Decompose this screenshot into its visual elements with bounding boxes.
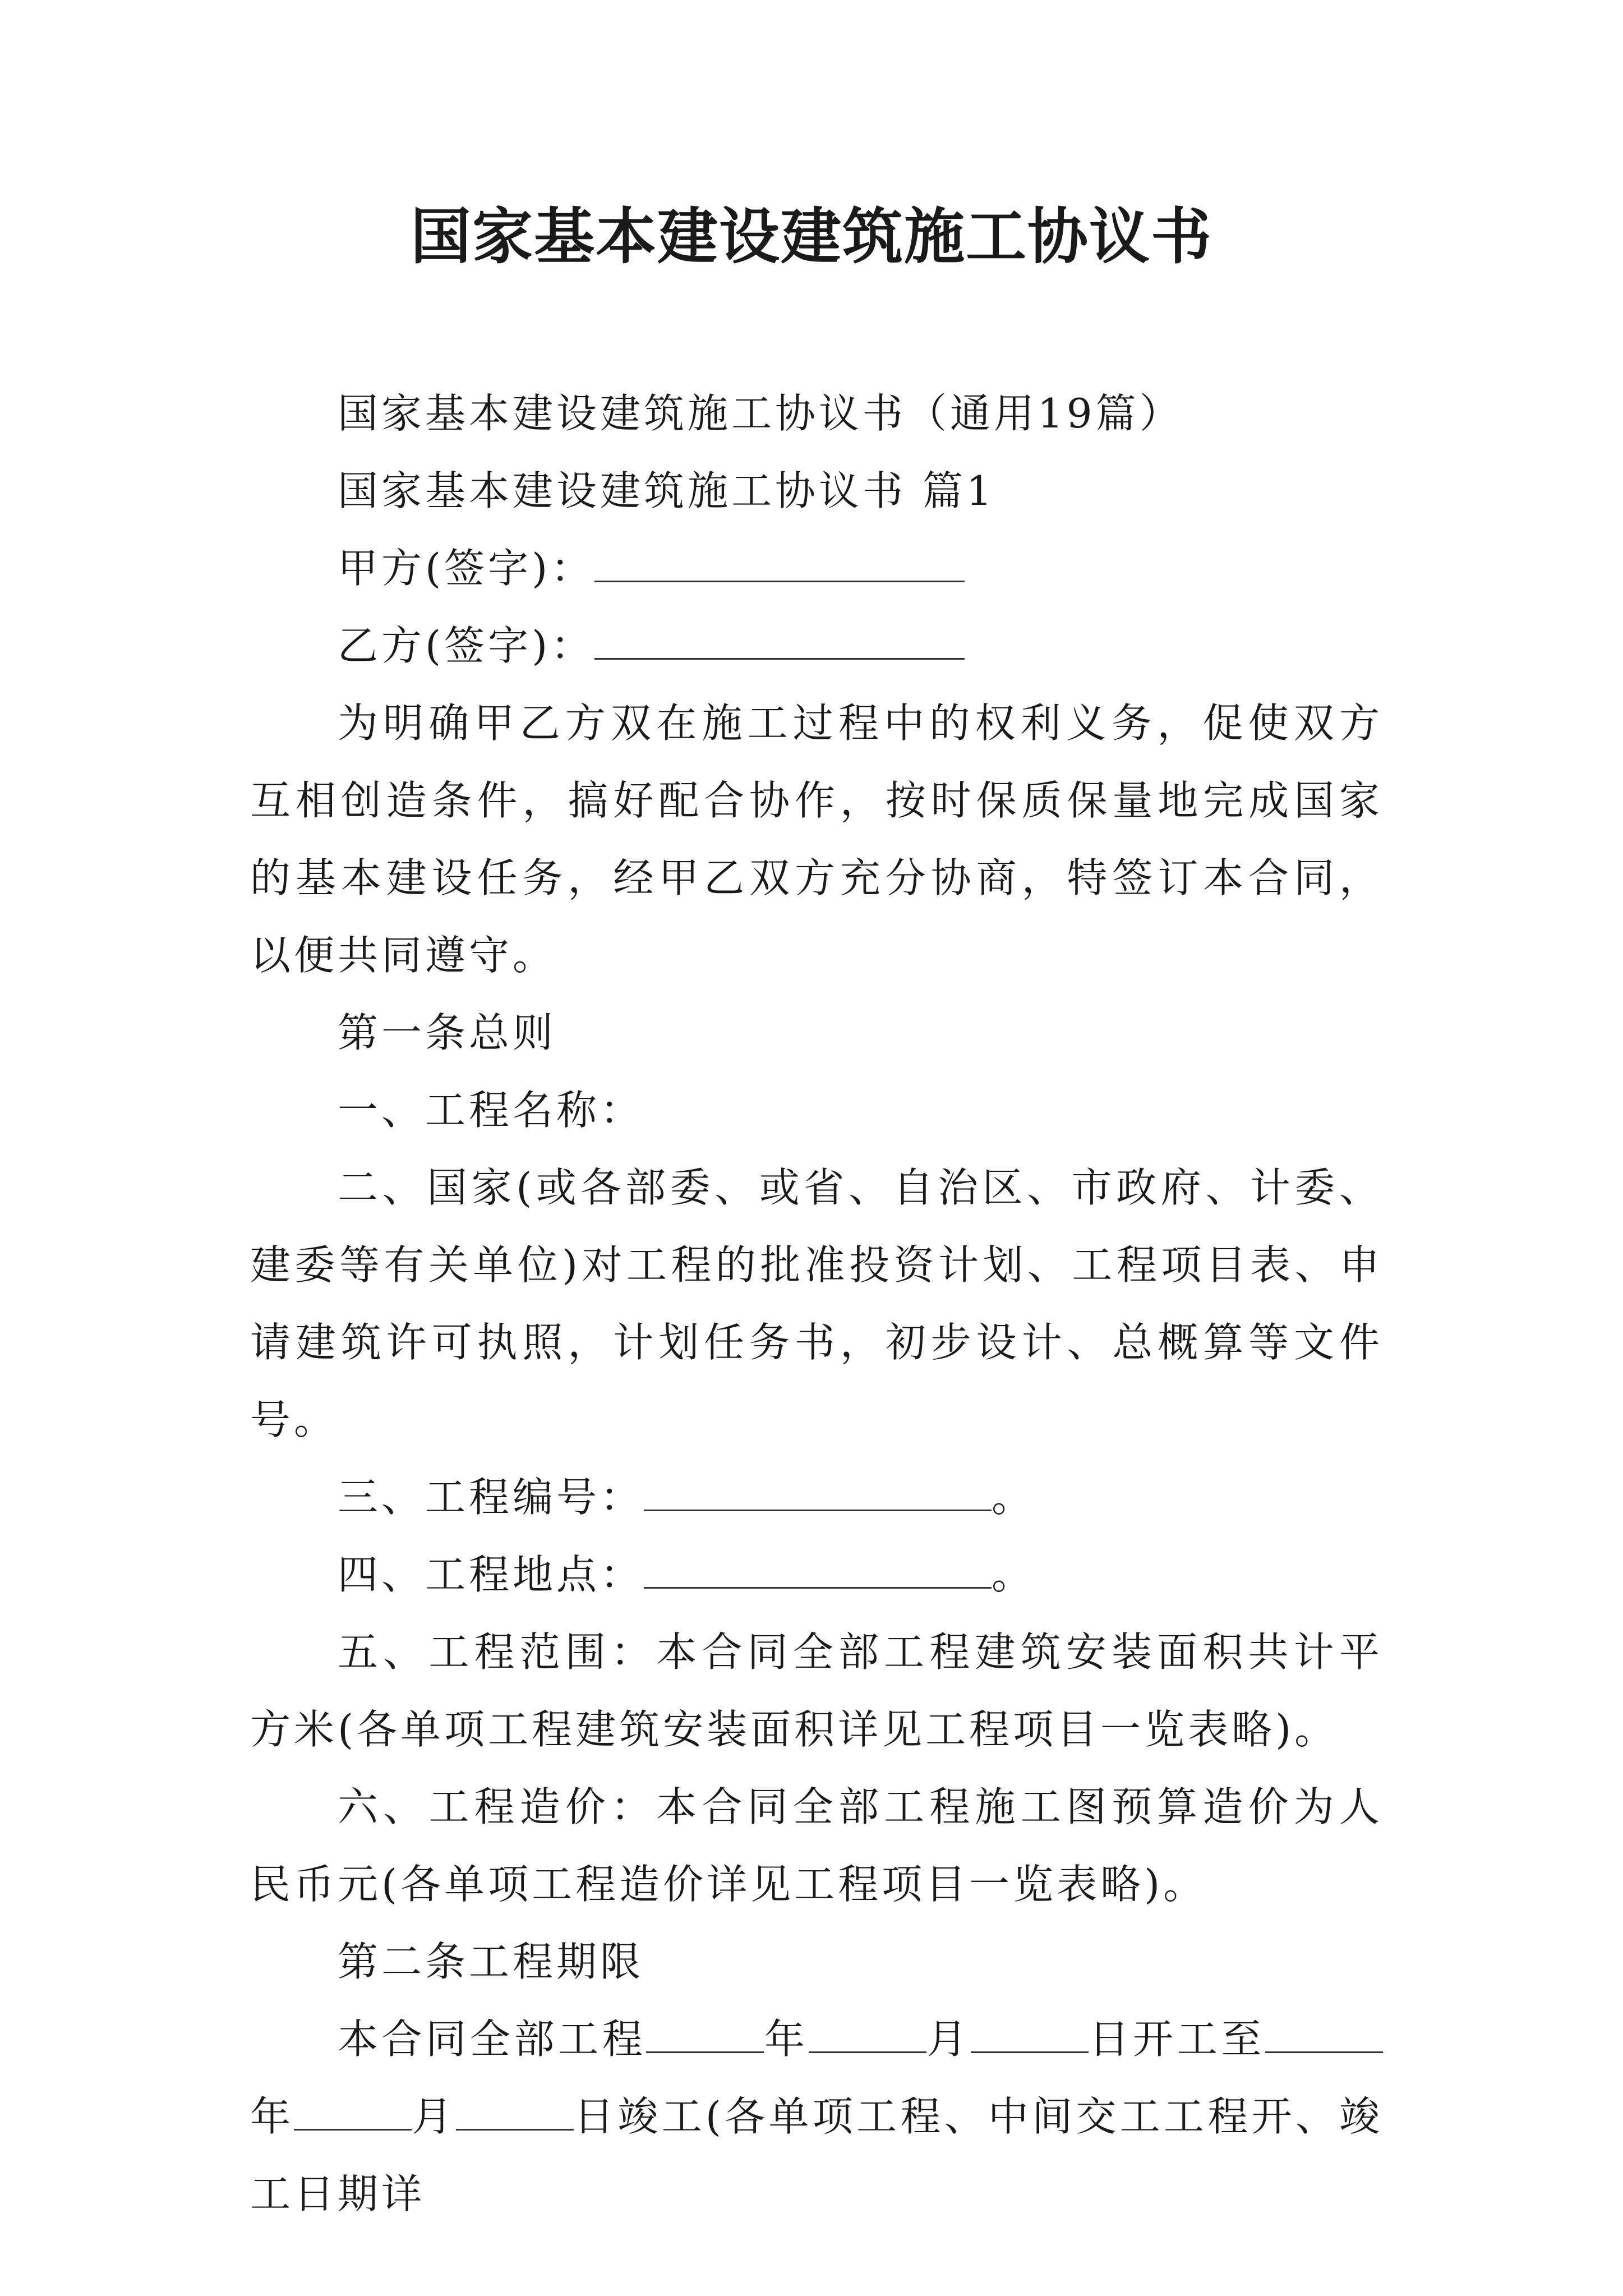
party-a-signature-blank[interactable] [594,547,965,582]
item3-end: 。 [992,1474,1036,1521]
item4-label: 四、工程地点： [338,1551,644,1598]
item2-approval-docs: 二、国家(或各部委、或省、自治区、市政府、计委、建委等有关单位)对工程的批准投资计划、工程项目表、申请建筑许可执照，计划任务书，初步设计、总概算等文件号。 [250,1164,1383,1443]
project-number-blank[interactable] [644,1476,992,1511]
term-day1: 日开工至 [1088,2016,1265,2063]
item3-label: 三、工程编号： [338,1474,644,1521]
end-day-blank[interactable] [456,2095,574,2131]
project-location-blank[interactable] [644,1553,992,1589]
party-b-signature-blank[interactable] [594,624,965,660]
term-year1: 年 [764,2016,809,2063]
item5-project-scope: 五、工程范围：本合同全部工程建筑安装面积共计平方米(各单项工程建筑安装面积详见工程项目一览表略)。 [250,1628,1383,1753]
term-part1: 本合同全部工程 [338,2016,647,2063]
party-b-label: 乙方(签字)： [338,622,595,669]
start-month-blank[interactable] [809,2018,926,2053]
term-year2: 年 [250,2093,294,2140]
intro-paragraph: 为明确甲乙方双在施工过程中的权利义务，促使双方互相创造条件，搞好配合协作，按时保质保量地完成国家的基本建设任务，经甲乙双方充分协商，特签订本合同，以便共同遵守。 [250,700,1383,979]
item3-project-number [250,1458,1383,1536]
item6-project-cost: 六、工程造价：本合同全部工程施工图预算造价为人民币元(各单项工程造价详见工程项目一览表略)。 [250,1783,1383,1908]
item4-project-location [250,1536,1383,1613]
item1-project-name: 一、工程名称： [338,1087,644,1134]
article2-title: 第二条工程期限 [338,1938,644,1985]
party-a-line [250,530,1383,607]
end-year-blank[interactable] [1265,2018,1383,2053]
start-year-blank[interactable] [646,2018,764,2053]
term-month1: 月 [926,2016,971,2063]
section-title: 国家基本建设建筑施工协议书 篇1 [338,467,995,514]
document-title: 国家基本建设建筑施工协议书 [410,201,1212,272]
term-day2: 日竣工(各单项工程、中间交工工程开、竣工日期详 [250,2093,1383,2217]
party-a-label: 甲方(签字)： [338,545,595,592]
article1-title: 第一条总则 [338,1009,557,1056]
start-day-blank[interactable] [971,2018,1089,2053]
term-paragraph [250,2000,1383,2233]
party-b-line [250,607,1383,684]
item4-end: 。 [992,1551,1036,1598]
end-month-blank[interactable] [294,2095,412,2131]
subtitle: 国家基本建设建筑施工协议书（通用19篇） [338,390,1183,437]
term-month2: 月 [412,2093,456,2140]
document-body [250,375,1383,2233]
